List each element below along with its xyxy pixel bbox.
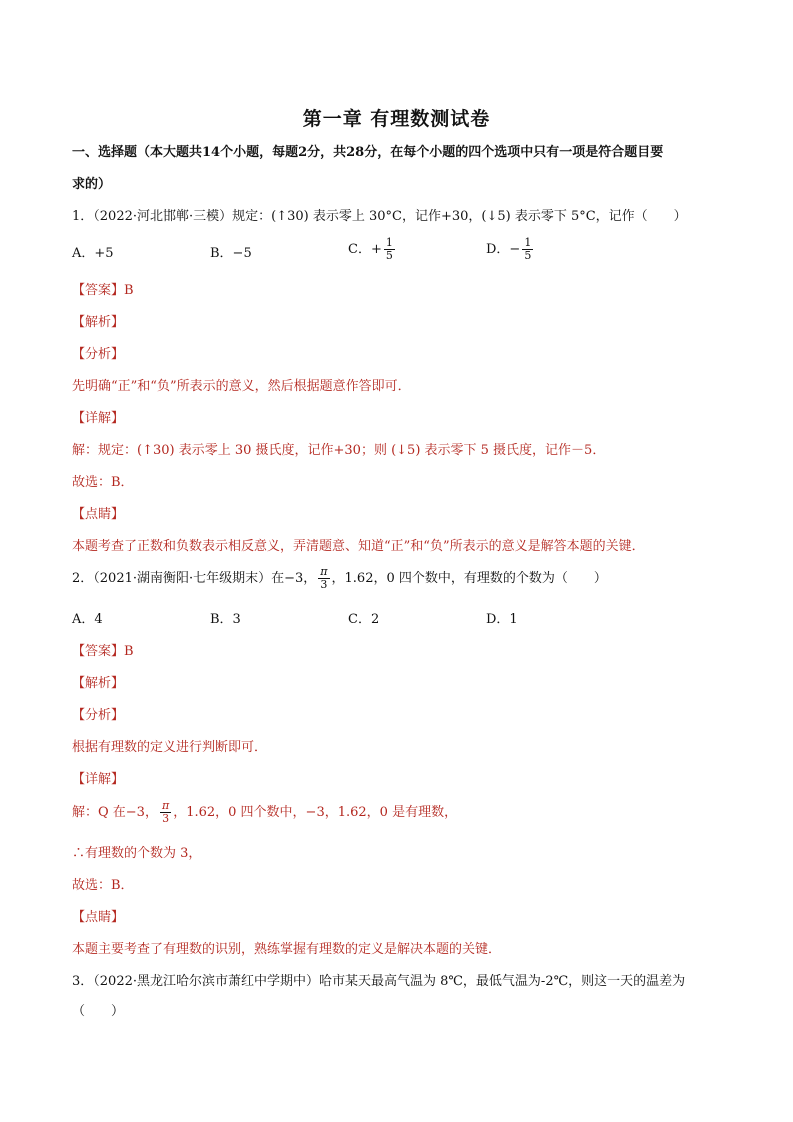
q2-fenxi-text: 根据有理数的定义进行判断即可． [72,740,268,755]
q2-analysis-label: 【解析】 [72,676,125,691]
q1-answer [72,282,134,300]
q1-option-c [348,237,397,262]
q1-analysis-label: 【解析】 [72,315,125,330]
q1-option-b: B．−5 [210,246,252,261]
fraction-denominator: 5 [385,249,393,262]
section-heading-line2: 求的） [72,177,112,192]
q1-option-c-fraction [384,237,395,262]
q2-answer [72,643,134,661]
q2-fenxi-label: 【分析】 [72,708,125,723]
q2-stem-part1: 2．（2021·湖南衡阳·七年级期末）在−3， [72,571,317,586]
fraction-numerator: 1 [524,236,532,249]
q2-choose: 故选：B． [72,878,134,893]
q2-option-b: B．3 [210,612,241,627]
fraction-numerator: π [161,799,170,812]
fraction-denominator: 5 [524,249,532,262]
answer-value: B [124,283,134,298]
q1-detail-label: 【详解】 [72,411,125,426]
page-title: 第一章 有理数测试卷 [302,108,491,130]
q1-option-d-label: D．− [486,242,521,257]
q1-option-c-label: C．+ [348,242,382,257]
q1-option-d-fraction [522,237,533,262]
fraction-numerator: π [320,565,328,578]
q2-detail-part2: ，1.62，0 四个数中，−3，1.62，0 是有理数， [173,805,458,820]
q2-stem-part2: ，1.62，0 四个数中，有理数的个数为（ ） [331,571,607,586]
q2-comment-text: 本题主要考查了有理数的识别，熟练掌握有理数的定义是解决本题的关键． [72,942,502,957]
q2-therefore: ∴有理数的个数为 3， [72,846,202,861]
fraction-denominator: 3 [162,812,170,825]
q2-comment-label: 【点睛】 [72,910,125,925]
question-3-stem: 3．（2022·黑龙江哈尔滨市萧红中学期中）哈市某天最高气温为 8℃，最低气温为-2℃，则这一天的温差为 [72,974,686,989]
fraction-numerator: 1 [385,236,393,249]
q1-fenxi-label: 【分析】 [72,347,125,362]
q2-option-a: A．4 [72,612,103,627]
q1-fenxi-text: 先明确“正”和“负”所表示的意义，然后根据题意作答即可． [72,379,411,394]
q1-option-d [486,237,535,262]
q2-option-d: D．1 [486,612,518,627]
answer-label: 【答案】 [72,644,125,659]
q2-detail-part1: 解：Q 在−3， [72,805,158,820]
q2-detail-label: 【详解】 [72,772,125,787]
q1-comment-label: 【点睛】 [72,507,125,522]
q1-choose: 故选：B． [72,475,134,490]
pi-over-3-fraction [160,800,171,825]
q1-option-a: A．+5 [72,246,114,261]
pi-over-3-fraction [318,566,329,591]
q2-detail-text [72,800,457,825]
question-1-stem: 1．（2022·河北邯郸·三模）规定：(↑30) 表示零上 30°C，记作+30，(↓5) 表示零下 5°C，记作（ ） [72,209,687,224]
question-2-stem [72,566,607,591]
q1-comment-text: 本题考查了正数和负数表示相反意义，弄清题意、知道“正”和“负”所表示的意义是解答本题的关键． [72,539,645,554]
q2-option-c: C．2 [348,612,380,627]
q1-detail-text: 解：规定：(↑30) 表示零上 30 摄氏度，记作+30；则 (↓5) 表示零下 5 摄氏度，记作－5． [72,443,606,458]
question-3-paren: （ ） [72,1004,125,1019]
answer-label: 【答案】 [72,283,125,298]
fraction-denominator: 3 [320,578,328,591]
answer-value: B [124,644,134,659]
section-heading-line1: 一、选择题（本大题共14个小题，每题2分，共28分，在每个小题的四个选项中只有一项是符合题目要 [72,145,664,160]
